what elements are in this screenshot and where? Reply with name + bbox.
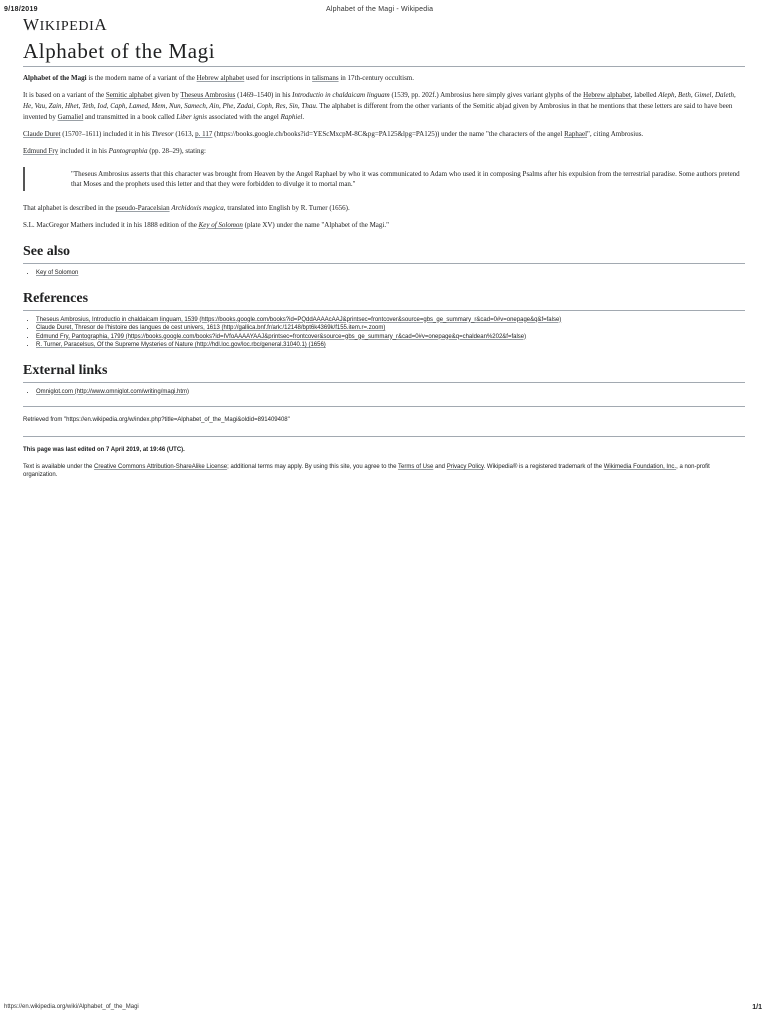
quote-text: "Theseus Ambrosius asserts that this character was brought from Heaven by the Angel Raphael by who it was communicated to Adam who used it in composing Psalms after his expulsion from the terrestrial paradise. Some authors pretend that Moses and the prophets used this letter and that they were forbidden to divulge it to mortal man.": [71, 170, 740, 188]
print-page-number: 1/1: [752, 1004, 762, 1011]
link-wikimedia-foundation[interactable]: Wikimedia Foundation, Inc.: [603, 464, 677, 470]
link-page-117[interactable]: p. 117: [195, 130, 213, 138]
external-link-item[interactable]: • Omniglot.com (http://www.omniglot.com/writing/magi.htm): [36, 388, 745, 397]
print-header: [0, 6, 768, 16]
intro-paragraph: Alphabet of the Magi is the modern name of a variant of the Hebrew alphabet used for inscriptions in talismans in 17th-century occultism.: [23, 74, 414, 82]
license-text: Text is available under the Creative Commons Attribution-ShareAlike License; additional terms may apply. By using this site, you agree to the Terms of Use and Privacy Policy. Wikipedia® is a registered trademark of the Wikimedia Foundation, Inc., a non-profit organization.: [23, 464, 710, 478]
footer-separator-2: [23, 436, 745, 437]
print-date: 9/18/2019: [4, 6, 38, 13]
link-raphael[interactable]: Raphael: [564, 130, 588, 138]
reference-item[interactable]: • Claude Duret, Thresor de l'histoire des langues de cest univers, 1613 (http://gallica.bnf.fr/ark:/12148/bpt6k4369k/f155.item.r=.zoom): [36, 324, 745, 333]
link-pseudo-paracelsian[interactable]: pseudo-Paracelsian: [115, 204, 170, 212]
print-url: https://en.wikipedia.org/wiki/Alphabet_of_the_Magi: [4, 1004, 139, 1010]
link-hebrew-alphabet-2[interactable]: Hebrew alphabet: [583, 91, 631, 99]
page-title: Alphabet of the Magi: [23, 38, 745, 67]
reference-item[interactable]: • Theseus Ambrosius, Introductio in chaldaicam linguam, 1539 (https://books.google.com/books?id=PQddAAAAcAAJ&printsec=frontcover&source=gbs_ge_summary_r&cad=0#v=onepage&q&f=false): [36, 316, 745, 325]
fry-paragraph: Edmund Fry included it in his Pantographia (pp. 28–29), stating:: [23, 147, 206, 155]
link-key-of-solomon[interactable]: Key of Solomon: [198, 221, 243, 229]
link-semitic-alphabet[interactable]: Semitic alphabet: [105, 91, 153, 99]
link-cc-license[interactable]: Creative Commons Attribution-ShareAlike License: [94, 464, 228, 470]
print-page-title: Alphabet of the Magi - Wikipedia: [326, 6, 434, 13]
see-also-heading: See also: [23, 243, 745, 264]
retrieved-from: Retrieved from "https://en.wikipedia.org/w/index.php?title=Alphabet_of_the_Magi&oldid=891409408": [23, 417, 290, 423]
article-content: [23, 16, 745, 479]
fry-quote: [23, 167, 745, 191]
link-theseus-ambrosius[interactable]: Theseus Ambrosius: [180, 91, 236, 99]
link-edmund-fry[interactable]: Edmund Fry: [23, 147, 59, 155]
history-paragraph: It is based on a variant of the Semitic alphabet given by Theseus Ambrosius (1469–1540) in his Introductio in chaldaicam linguam (1539, pp. 202f.) Ambrosius here simply gives variant glyphs of the Hebrew alphabet, labelled Aleph, Beth, Gimel, Daleth, He, Vau, Zain, Hhet, Teth, Iod, Caph, Lamed, Mem, Nun, Samech, Ain, Phe, Zadai, Coph, Res, Sin, Thau. The alphabet is different from the other variants of the Semitic abjad given by Ambrosius in that he mentions that these letters are said to have been invented by Gamaliel and transmitted in a book called Liber ignis associated with the angel Raphiel.: [23, 91, 736, 121]
wikipedia-wordmark[interactable]: WIKIPEDIA: [23, 15, 108, 34]
print-footer: [0, 1004, 768, 1014]
link-talismans[interactable]: talismans: [312, 74, 339, 82]
turner-paragraph: That alphabet is described in the pseudo-Paracelsian Archidoxis magica, translated into English by R. Turner (1656).: [23, 204, 350, 212]
link-terms-of-use[interactable]: Terms of Use: [397, 464, 434, 470]
footer-separator: [23, 406, 745, 407]
link-gamaliel[interactable]: Gamaliel: [57, 113, 84, 121]
reference-item[interactable]: • Edmund Fry, Pantographia, 1799 (https://books.google.com/books?id=IVfoAAAAYAAJ&printsec=frontcover&source=gbs_ge_summary_r&cad=0#v=onepage&q=chaldean%202&f=false): [36, 333, 745, 342]
see-also-list: [23, 269, 745, 278]
reference-item[interactable]: • R. Turner, Paracelsus, Of the Supreme Mysteries of Nature (http://hdl.loc.gov/loc.rbc/general.31040.1) (1656): [36, 341, 745, 350]
link-privacy-policy[interactable]: Privacy Policy: [446, 464, 484, 470]
references-list: [23, 316, 745, 350]
duret-paragraph: Claude Duret (1570?–1611) included it in his Thresor (1613, p. 117 (https://books.google.ch/books?id=YEScMxcpM-8C&pg=PA125&lpg=PA125)) under the name "the characters of the angel Raphael", citing Ambrosius.: [23, 130, 644, 138]
last-edited: This page was last edited on 7 April 2019, at 19:46 (UTC).: [23, 447, 185, 453]
link-hebrew-alphabet[interactable]: Hebrew alphabet: [196, 74, 245, 82]
external-links-list: [23, 388, 745, 397]
mathers-paragraph: S.L. MacGregor Mathers included it in his 1888 edition of the Key of Solomon (plate XV) under the name "Alphabet of the Magi.": [23, 221, 389, 229]
link-claude-duret[interactable]: Claude Duret: [23, 130, 61, 138]
references-heading: References: [23, 290, 745, 311]
external-links-heading: External links: [23, 362, 745, 383]
see-also-item[interactable]: • Key of Solomon: [36, 269, 745, 278]
